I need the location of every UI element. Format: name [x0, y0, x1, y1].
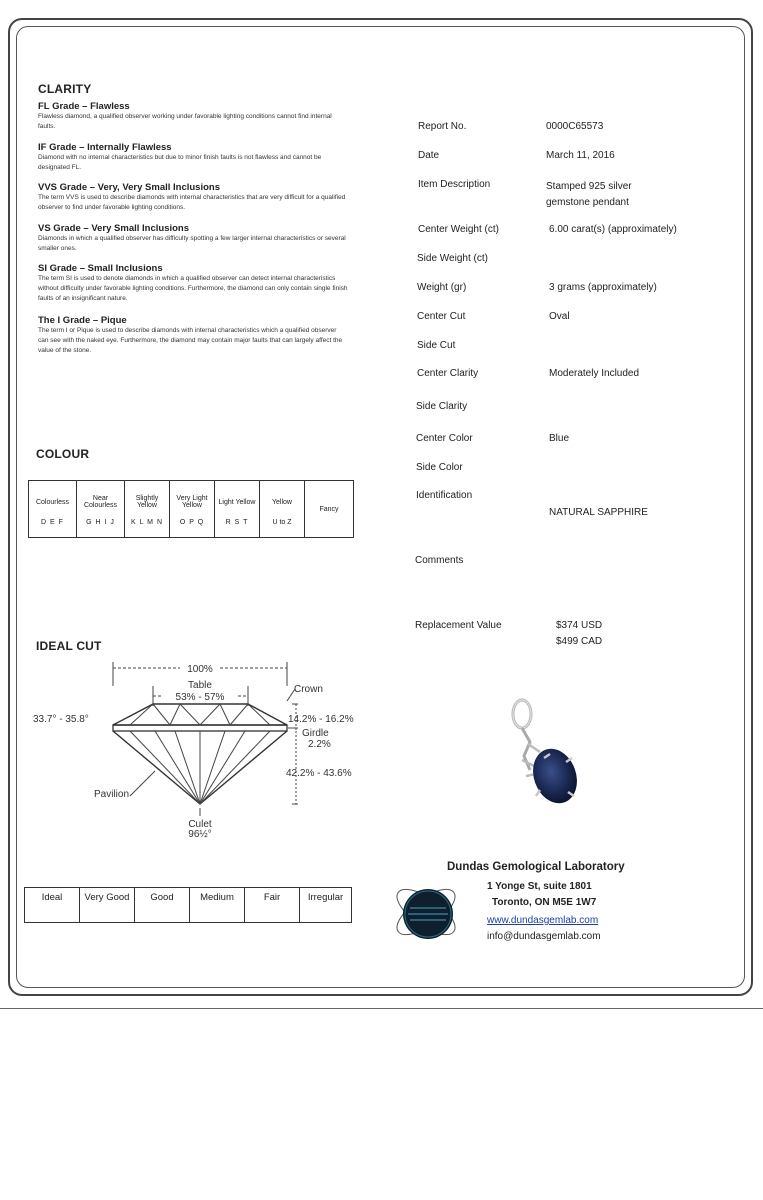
grade-text: Flawless diamond, a qualified observer working under favorable lighting conditions cannot find internal faults. [38, 113, 332, 130]
colour-cell-yellow [260, 481, 305, 538]
colour-grades: D E F [41, 519, 64, 526]
ideal-cut-heading: IDEAL CUT [36, 639, 102, 653]
label-center-color: Center Color [416, 433, 473, 444]
grade-title: SI Grade – Small Inclusions [38, 263, 163, 274]
colour-name: Light Yellow [218, 498, 256, 506]
cut-grade-very-good: Very Good [80, 888, 135, 923]
diagram-culet-value: 96½° [188, 829, 212, 840]
colour-grades: K L M N [130, 519, 164, 526]
label-center-cut: Center Cut [417, 311, 466, 322]
lab-seal-logo [386, 864, 466, 952]
value-date: March 11, 2016 [546, 150, 615, 161]
value-center-cut: Oval [549, 311, 570, 322]
value-center-color: Blue [549, 433, 570, 444]
lab-name: Dundas Gemological Laboratory [447, 861, 625, 873]
value-identification: NATURAL SAPPHIRE [549, 507, 648, 518]
colour-heading: COLOUR [36, 447, 90, 461]
label-comments: Comments [415, 555, 464, 566]
pendant-photo [500, 696, 590, 822]
grade-text: The term SI is used to denote diamonds in which a qualified observer can detect internal characteristics without difficulty under favorable lighting conditions. Furthermore, the diamond can only contain single finish faults of an insignificant nature. [38, 275, 348, 302]
label-side-clarity: Side Clarity [416, 401, 468, 412]
cut-grade-good: Good [135, 888, 190, 923]
grade-title: VVS Grade – Very, Very Small Inclusions [38, 182, 220, 193]
label-report-no: Report No. [418, 121, 467, 132]
diagram-girdle-value: 2.2% [308, 739, 331, 750]
colour-name: Yellow [272, 498, 292, 506]
colour-cell-slightly-yellow [125, 481, 170, 538]
label-side-weight: Side Weight (ct) [417, 253, 488, 264]
clarity-grade-vs [38, 223, 348, 254]
grade-title: IF Grade – Internally Flawless [38, 142, 172, 153]
label-center-clarity: Center Clarity [417, 368, 479, 379]
grade-title: FL Grade – Flawless [38, 101, 130, 112]
grade-text: Diamonds in which a qualified observer has difficulty spotting a few larger internal characteristics or several smaller ones. [38, 235, 346, 252]
lab-address-line1: 1 Yonge St, suite 1801 [487, 881, 592, 892]
colour-cell-near-colourless [77, 481, 125, 538]
lab-address-line2: Toronto, ON M5E 1W7 [492, 897, 597, 908]
grade-title: The I Grade – Pique [38, 315, 127, 326]
colour-name: Very Light Yellow [176, 495, 208, 509]
colour-name: Near Colourless [83, 495, 118, 509]
value-center-clarity: Moderately Included [549, 368, 640, 379]
diamond-cut-diagram [30, 656, 360, 842]
value-weight-gr: 3 grams (approximately) [549, 282, 657, 293]
colour-name: Colourless [35, 498, 70, 506]
colour-cell-fancy [305, 481, 354, 538]
label-weight-gr: Weight (gr) [417, 282, 467, 293]
clarity-grade-vvs [38, 182, 348, 213]
colour-name: Slightly Yellow [135, 495, 159, 509]
cut-grade-medium: Medium [190, 888, 245, 923]
colour-cell-very-light-yellow [170, 481, 215, 538]
colour-cell-colourless [29, 481, 77, 538]
colour-scale-table [28, 480, 354, 538]
value-replacement-usd: $374 USD [556, 620, 603, 631]
diagram-crown-label: Crown [294, 684, 323, 695]
label-replacement-value: Replacement Value [415, 620, 502, 631]
value-report-no: 0000C65573 [546, 121, 604, 132]
page-bottom-rule [0, 1008, 763, 1009]
colour-name: Fancy [319, 505, 339, 513]
diagram-table-label: Table [188, 680, 212, 691]
value-center-weight: 6.00 carat(s) (approximately) [549, 224, 677, 235]
clarity-grade-fl [38, 101, 348, 132]
cut-grade-irregular: Irregular [300, 888, 352, 923]
label-identification: Identification [416, 490, 473, 501]
cut-grade-fair: Fair [245, 888, 300, 923]
diagram-crown-height: 14.2% - 16.2% [288, 714, 354, 725]
colour-cell-light-yellow [215, 481, 260, 538]
diagram-total-label: 100% [187, 664, 213, 675]
diagram-table-range: 53% - 57% [175, 692, 225, 703]
value-replacement-cad: $499 CAD [556, 636, 603, 647]
label-item-description: Item Description [418, 179, 491, 190]
diagram-pavilion-depth: 42.2% - 43.6% [286, 768, 352, 779]
clarity-grade-if [38, 142, 348, 173]
label-side-cut: Side Cut [417, 340, 456, 351]
cut-grade-table [24, 887, 352, 923]
lab-email: info@dundasgemlab.com [487, 931, 601, 942]
clarity-heading: CLARITY [38, 82, 92, 96]
grade-title: VS Grade – Very Small Inclusions [38, 223, 190, 234]
grade-text: The term I or Pique is used to describe diamonds with internal characteristics which a qualified observer can see with the naked eye. Furthermore, the diamond may contain major faults that can largely affect the value of the stone. [38, 327, 343, 354]
diagram-culet-label: Culet [188, 819, 212, 830]
label-center-weight: Center Weight (ct) [418, 224, 499, 235]
cut-grade-ideal: Ideal [25, 888, 80, 923]
grade-text: The term VVS is used to describe diamonds with internal characteristics that are very difficult for a qualified observer to find under favorable lighting conditions. [38, 194, 346, 211]
colour-grades: O P Q [179, 519, 205, 526]
colour-grades: U to Z [272, 519, 292, 526]
clarity-grade-i [38, 315, 348, 356]
value-item-description: Stamped 925 silver gemstone pendant [546, 181, 632, 208]
diagram-pavilion-label: Pavilion [94, 789, 130, 800]
clarity-grade-si [38, 263, 348, 304]
label-side-color: Side Color [416, 462, 463, 473]
grade-text: Diamond with no internal characteristics but due to minor finish faults is not flawless and cannot be designated FL. [38, 154, 322, 171]
lab-website-link[interactable]: www.dundasgemlab.com [487, 915, 599, 926]
diagram-crown-angle: 33.7° - 35.8° [33, 714, 89, 725]
colour-grades: G H I J [86, 519, 115, 526]
diagram-girdle-label: Girdle [302, 728, 329, 739]
label-date: Date [418, 150, 440, 161]
colour-grades: R S T [225, 519, 249, 526]
